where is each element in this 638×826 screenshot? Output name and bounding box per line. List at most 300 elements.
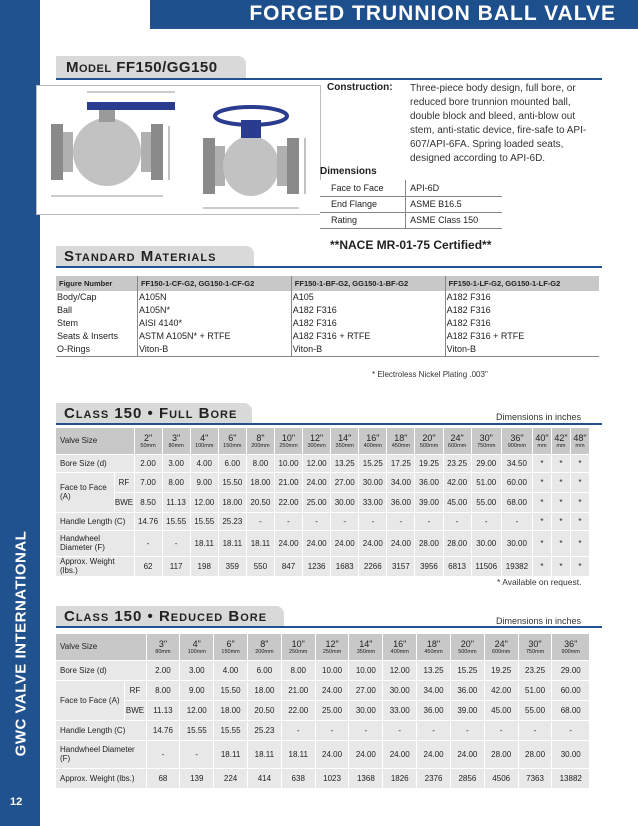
value-cell: 1236 (303, 556, 331, 576)
value-cell: 25.23 (218, 512, 246, 530)
value-cell: * (570, 454, 589, 472)
value-cell: - (383, 720, 417, 740)
rf-row (56, 680, 590, 700)
size-header-cell (331, 428, 359, 454)
valve-drawing-svg (37, 86, 322, 216)
size-mm: 350mm (356, 648, 376, 655)
bwe-row (56, 492, 590, 512)
size-mm: 250mm (322, 648, 342, 655)
bore-row (56, 454, 590, 472)
value-cell: 34.00 (387, 472, 415, 492)
materials-cell: A182 F316 (291, 304, 445, 317)
value-cell: 36.00 (415, 472, 443, 492)
value-cell: * (551, 556, 570, 576)
value-cell: 18.11 (214, 740, 248, 768)
value-cell: - (274, 512, 302, 530)
size-inch: 30" (528, 638, 542, 649)
dimensions-label: Dimensions (320, 166, 377, 177)
materials-table (56, 276, 599, 357)
value-cell: - (450, 720, 484, 740)
value-cell: 6813 (443, 556, 471, 576)
value-cell: 51.00 (471, 472, 501, 492)
full-bore-footnote: * Available on request. (497, 577, 582, 587)
value-cell: - (484, 720, 518, 740)
size-mm: 400mm (363, 442, 382, 449)
size-inch: 6" (228, 432, 237, 443)
size-header-cell (383, 634, 417, 660)
materials-row (56, 291, 599, 304)
value-cell: 24.00 (359, 530, 387, 556)
row-label: Bore Size (d) (56, 454, 134, 472)
value-cell: - (518, 720, 552, 740)
value-cell: 18.11 (246, 530, 274, 556)
value-cell: 24.00 (349, 740, 383, 768)
materials-cell: O-Rings (56, 343, 137, 357)
left-body (73, 118, 141, 186)
size-inch: 20" (460, 638, 474, 649)
reduced-bore-title: Class 150 • Reduced Bore (64, 608, 268, 625)
value-cell: 23.25 (518, 660, 552, 680)
value-cell: 1826 (383, 768, 417, 788)
size-inch: 4" (200, 432, 209, 443)
brand-label: GWC VALVE INTERNATIONAL (12, 530, 30, 757)
face-to-face-label: Face to Face (A) (56, 680, 124, 720)
size-mm: 750mm (525, 648, 545, 655)
value-cell: 14.76 (134, 512, 162, 530)
size-mm: 200mm (255, 648, 274, 655)
value-cell: 8.00 (162, 472, 190, 492)
title-underline (150, 26, 638, 29)
materials-cell: A105 (291, 291, 445, 304)
size-header-cell (471, 428, 501, 454)
reduced-bore-tab (56, 606, 284, 626)
right-flange-b (287, 138, 299, 194)
left-neck-b (141, 132, 151, 172)
right-flange-a (203, 138, 215, 194)
value-cell: 24.00 (417, 740, 451, 768)
rf-row (56, 472, 590, 492)
materials-cell: A105N* (137, 304, 291, 317)
row-label: Handwheel Diameter (F) (56, 740, 146, 768)
gearbox (241, 120, 261, 138)
value-cell: 359 (218, 556, 246, 576)
materials-cell: A182 F316 (446, 292, 491, 302)
size-header-cell (359, 428, 387, 454)
value-cell: 15.55 (190, 512, 218, 530)
materials-header: FF150-1-CF-G2, GG150-1-CF-G2 (137, 276, 291, 291)
size-header-cell (274, 428, 302, 454)
size-header-cell (315, 634, 349, 660)
value-cell: 22.00 (274, 492, 302, 512)
size-header-cell (349, 634, 383, 660)
size-inch: 40" (535, 432, 549, 443)
size-header-cell (450, 634, 484, 660)
size-mm: 150mm (223, 442, 242, 449)
value-cell: 60.00 (501, 472, 532, 492)
value-cell: - (387, 512, 415, 530)
size-header-cell (246, 428, 274, 454)
materials-cell: Body/Cap (56, 291, 137, 304)
materials-title: Standard Materials (64, 248, 217, 265)
value-cell: 45.00 (484, 700, 518, 720)
size-inch: 8" (260, 638, 269, 649)
value-cell: 19.25 (484, 660, 518, 680)
dim-key: Rating (321, 212, 406, 228)
size-header-row (56, 634, 590, 660)
materials-cell: A182 F316 + RTFE (446, 331, 525, 341)
size-header-cell (190, 428, 218, 454)
value-cell: 18.11 (218, 530, 246, 556)
size-inch: 12" (310, 432, 324, 443)
left-neck-a (63, 132, 73, 172)
value-cell: 60.00 (552, 680, 590, 700)
size-inch: 6" (226, 638, 235, 649)
value-cell: 68.00 (501, 492, 532, 512)
size-inch: 10" (281, 432, 296, 443)
value-cell: - (415, 512, 443, 530)
value-cell: 4506 (484, 768, 518, 788)
size-mm: 50mm (140, 442, 156, 449)
size-header-cell (417, 634, 451, 660)
value-cell: 19382 (501, 556, 532, 576)
brand-vertical (3, 520, 36, 780)
value-cell: * (570, 556, 589, 576)
row-label: Approx. Weight (lbs.) (56, 768, 146, 788)
value-cell: * (532, 454, 551, 472)
value-cell: 11.13 (162, 492, 190, 512)
size-header-cell (281, 634, 315, 660)
value-cell: * (551, 512, 570, 530)
row-label: Handwheel Diameter (F) (56, 530, 134, 556)
materials-row (56, 343, 599, 357)
value-cell: 14.76 (146, 720, 180, 740)
left-flange-a (51, 124, 63, 180)
materials-divider (56, 266, 602, 268)
value-cell: 25.00 (303, 492, 331, 512)
size-inch: 48" (573, 432, 587, 443)
value-cell: 198 (190, 556, 218, 576)
size-inch: 18" (426, 638, 441, 649)
value-cell: 550 (246, 556, 274, 576)
size-inch: 36" (510, 432, 524, 443)
dimensions-row (321, 180, 503, 196)
value-cell: 3.00 (162, 454, 190, 472)
value-cell: 42.00 (443, 472, 471, 492)
value-cell: 17.25 (387, 454, 415, 472)
materials-cell: A182 F316 + RTFE (291, 330, 445, 343)
value-cell: 13.25 (417, 660, 451, 680)
sidebar (0, 0, 40, 826)
handle-row (56, 720, 590, 740)
size-inch: 8" (256, 432, 265, 443)
value-cell: 8.50 (134, 492, 162, 512)
materials-cell: Viton-B (291, 343, 445, 357)
value-cell: - (180, 740, 214, 768)
value-cell: 12.00 (383, 660, 417, 680)
value-cell: 24.00 (331, 530, 359, 556)
size-mm: 200mm (251, 442, 270, 449)
materials-row (56, 330, 599, 343)
right-neck-b (277, 146, 287, 186)
dim-value: API-6D (406, 180, 502, 196)
value-cell: 36.00 (387, 492, 415, 512)
page-number: 12 (10, 796, 23, 808)
reduced-bore-dim-note: Dimensions in inches (496, 616, 582, 626)
handwheel-row (56, 740, 590, 768)
size-inch: 16" (366, 432, 380, 443)
size-header-cell (134, 428, 162, 454)
size-mm: 150mm (221, 648, 240, 655)
size-inch: 2" (143, 432, 153, 443)
value-cell: 28.00 (443, 530, 471, 556)
value-cell: 10.00 (315, 660, 349, 680)
materials-header: Figure Number (56, 276, 137, 291)
dim-key: End Flange (321, 196, 406, 212)
value-cell: 18.00 (246, 472, 274, 492)
size-header-row (56, 428, 590, 454)
value-cell: * (551, 472, 570, 492)
size-mm: 400mm (390, 648, 409, 655)
materials-row (56, 317, 599, 330)
value-cell: 24.00 (315, 680, 349, 700)
value-cell: - (359, 512, 387, 530)
left-stem (99, 108, 115, 122)
value-cell: 20.50 (247, 700, 281, 720)
materials-cell: A105N (137, 291, 291, 304)
value-cell: - (246, 512, 274, 530)
value-cell: 12.00 (190, 492, 218, 512)
materials-cell: Ball (56, 304, 137, 317)
materials-cell: Viton-B (137, 343, 291, 357)
value-cell: * (532, 492, 551, 512)
size-mm: 100mm (187, 648, 206, 655)
value-cell: 9.00 (190, 472, 218, 492)
value-cell: - (417, 720, 451, 740)
value-cell: 42.00 (484, 680, 518, 700)
row-label: Handle Length (C) (56, 512, 134, 530)
size-mm: mm (537, 442, 547, 449)
value-cell: 6.00 (218, 454, 246, 472)
value-cell: 15.25 (359, 454, 387, 472)
materials-cell: A182 F316 (446, 305, 491, 315)
value-cell: 11.13 (146, 700, 180, 720)
lever-handle (87, 102, 175, 110)
size-header-cell (387, 428, 415, 454)
value-cell: 68 (146, 768, 180, 788)
size-mm: mm (556, 442, 566, 449)
valve-drawing (36, 85, 321, 215)
size-header-cell (214, 634, 248, 660)
right-body (223, 136, 279, 196)
handwheel-row (56, 530, 590, 556)
materials-cell: AISI 4140* (137, 317, 291, 330)
value-cell: 62 (134, 556, 162, 576)
size-mm: 80mm (155, 648, 171, 655)
value-cell: 9.00 (180, 680, 214, 700)
size-mm: 600mm (492, 648, 511, 655)
value-cell: 33.00 (383, 700, 417, 720)
value-cell: 30.00 (359, 472, 387, 492)
size-inch: 3" (172, 432, 181, 443)
value-cell: - (146, 740, 180, 768)
dimensions-row (321, 212, 503, 228)
size-mm: mm (575, 442, 585, 449)
value-cell: 2266 (359, 556, 387, 576)
value-cell: 30.00 (552, 740, 590, 768)
value-cell: 2376 (417, 768, 451, 788)
value-cell: 3157 (387, 556, 415, 576)
materials-cell: Stem (56, 317, 137, 330)
size-inch: 30" (479, 432, 493, 443)
value-cell: * (551, 492, 570, 512)
face-to-face-label: Face to Face (A) (56, 472, 114, 512)
rf-label: RF (114, 472, 134, 492)
model-title: Model FF150/GG150 (66, 59, 218, 76)
size-inch: 36" (564, 638, 578, 649)
dimensions-table (320, 180, 502, 229)
size-header-cell (218, 428, 246, 454)
value-cell: 15.55 (162, 512, 190, 530)
value-cell: 1368 (349, 768, 383, 788)
dimensions-row (321, 196, 503, 212)
title-bar (150, 0, 638, 26)
value-cell: 29.00 (552, 660, 590, 680)
value-cell: 13.25 (331, 454, 359, 472)
materials-cell: ASTM A105N* + RTFE (137, 330, 291, 343)
value-cell: * (532, 512, 551, 530)
value-cell: 10.00 (349, 660, 383, 680)
value-cell: 11506 (471, 556, 501, 576)
value-cell: 7.00 (134, 472, 162, 492)
value-cell: 18.11 (247, 740, 281, 768)
value-cell: * (532, 556, 551, 576)
size-mm: 900mm (507, 442, 527, 449)
value-cell: 23.25 (443, 454, 471, 472)
value-cell: - (471, 512, 501, 530)
value-cell: * (570, 472, 589, 492)
materials-footnote: * Electroless Nickel Plating .003" (372, 370, 488, 379)
value-cell: 3956 (415, 556, 443, 576)
value-cell: 25.23 (247, 720, 281, 740)
rf-label: RF (124, 680, 146, 700)
construction-label: Construction: (327, 82, 393, 93)
value-cell: 28.00 (415, 530, 443, 556)
value-cell: 15.50 (218, 472, 246, 492)
value-cell: 36.00 (450, 680, 484, 700)
value-cell: - (349, 720, 383, 740)
materials-cell: Seats & Inserts (56, 330, 137, 343)
bwe-label: BWE (124, 700, 146, 720)
size-mm: 250mm (279, 442, 298, 449)
size-header-cell (518, 634, 552, 660)
size-header-cell (443, 428, 471, 454)
value-cell: 68.00 (552, 700, 590, 720)
size-inch: 18" (394, 432, 408, 443)
materials-cell: A182 F316 (291, 317, 445, 330)
value-cell: 15.50 (214, 680, 248, 700)
size-mm: 250mm (289, 648, 308, 655)
value-cell: 1683 (331, 556, 359, 576)
size-mm: 350mm (335, 442, 354, 449)
value-cell: 36.00 (417, 700, 451, 720)
bwe-label: BWE (114, 492, 134, 512)
value-cell: 39.00 (415, 492, 443, 512)
value-cell: 139 (180, 768, 214, 788)
value-cell: 21.00 (281, 680, 315, 700)
size-header-cell (552, 634, 590, 660)
size-inch: 14" (359, 638, 373, 649)
materials-cell: Viton-B (445, 343, 599, 357)
size-mm: 500mm (419, 442, 439, 449)
value-cell: * (532, 530, 551, 556)
value-cell: - (331, 512, 359, 530)
value-cell: 34.50 (501, 454, 532, 472)
row-label: Approx. Weight (lbs.) (56, 556, 134, 576)
value-cell: * (570, 492, 589, 512)
value-cell: 39.00 (450, 700, 484, 720)
value-cell: 3.00 (180, 660, 214, 680)
size-header-cell (570, 428, 589, 454)
value-cell: 18.11 (190, 530, 218, 556)
size-inch: 10" (291, 638, 305, 649)
size-header-cell (484, 634, 518, 660)
value-cell: 414 (247, 768, 281, 788)
model-tab (56, 56, 246, 78)
value-cell: 224 (214, 768, 248, 788)
handle-row (56, 512, 590, 530)
value-cell: 18.00 (214, 700, 248, 720)
nace-certification: **NACE MR-01-75 Certified** (330, 238, 492, 252)
value-cell: 4.00 (214, 660, 248, 680)
value-cell: 7363 (518, 768, 552, 788)
weight-row (56, 556, 590, 576)
dim-value: ASME B16.5 (406, 196, 502, 212)
row-label: Bore Size (d) (56, 660, 146, 680)
value-cell: 24.00 (383, 740, 417, 768)
size-mm: 300mm (307, 442, 326, 449)
full-bore-divider (56, 423, 602, 425)
size-header-cell (162, 428, 190, 454)
value-cell: 10.00 (274, 454, 302, 472)
value-cell: 18.00 (218, 492, 246, 512)
value-cell: 24.00 (387, 530, 415, 556)
materials-row (56, 304, 599, 317)
value-cell: 24.00 (303, 530, 331, 556)
page-title: FORGED TRUNNION BALL VALVE (249, 2, 616, 25)
construction-text: Three-piece body design, full bore, or reduced bore trunnion mounted ball, double block and bleed, anti-blow out stem, anti-static device, fire-safe to API-607/API-6FA. Spring loaded seats, designed according to API-6D. (410, 83, 587, 164)
value-cell: 33.00 (359, 492, 387, 512)
value-cell: 55.00 (518, 700, 552, 720)
size-inch: 16" (393, 638, 407, 649)
size-inch: 24" (450, 432, 464, 443)
reduced-bore-table (56, 634, 590, 789)
value-cell: 55.00 (471, 492, 501, 512)
value-cell: 847 (274, 556, 302, 576)
value-cell: 22.00 (281, 700, 315, 720)
size-mm: 450mm (391, 442, 411, 449)
weight-row (56, 768, 590, 788)
value-cell: * (570, 530, 589, 556)
model-divider (56, 78, 602, 80)
size-header-cell (551, 428, 570, 454)
value-cell: - (134, 530, 162, 556)
value-cell: 24.00 (450, 740, 484, 768)
valve-size-label: Valve Size (56, 428, 134, 454)
size-header-cell (146, 634, 180, 660)
size-header-cell (501, 428, 532, 454)
size-mm: 900mm (561, 648, 580, 655)
value-cell: 24.00 (303, 472, 331, 492)
